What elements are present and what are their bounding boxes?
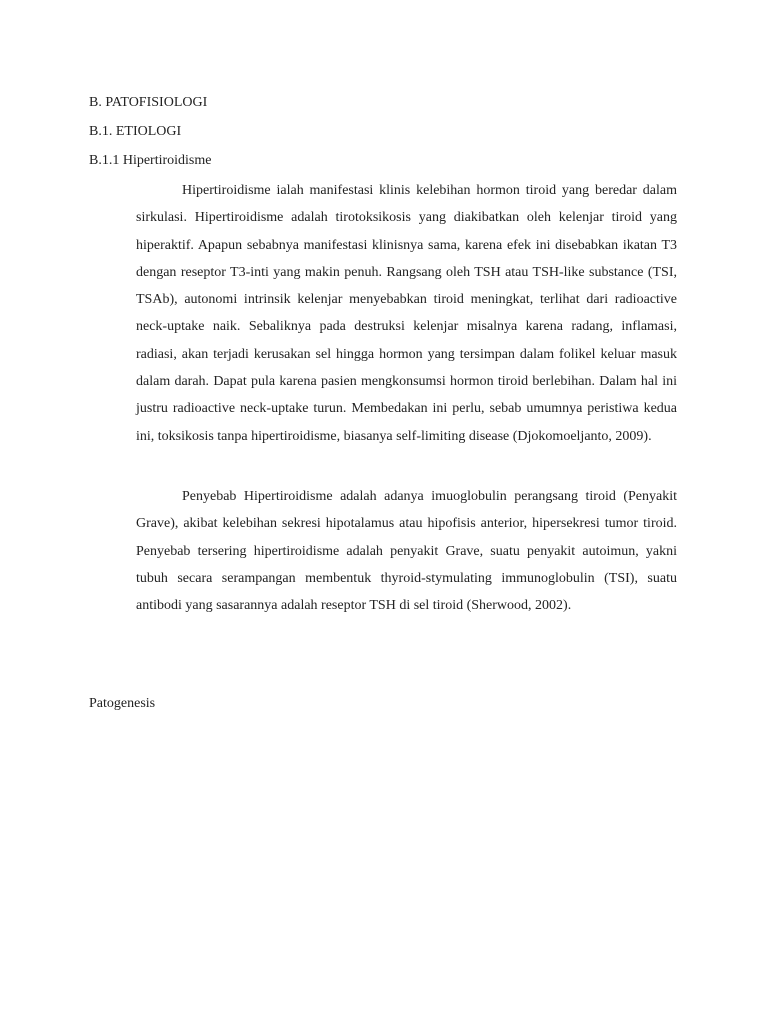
paragraph-hipertiroidisme-definition: Hipertiroidisme ialah manifestasi klinis kelebihan hormon tiroid yang beredar dalam sirkulasi. Hipertiroidisme adalah tirotoksikosis yang diakibatkan oleh kelenjar tiroid yang hiperaktif. Apapun sebabnya manifestasi klinisnya sama, karena efek ini disebabkan ikatan T3 dengan reseptor T3-inti yang makin penuh. Rangsang oleh TSH atau TSH-like substance (TSI, TSAb), autonomi intrinsik kelenjar menyebabkan tiroid meningkat, terlihat dari radioactive neck-uptake naik. Sebaliknya pada destruksi kelenjar misalnya karena radang, inflamasi, radiasi, akan terjadi kerusakan sel hingga hormon yang tersimpan dalam folikel keluar masuk dalam darah. Dapat pula karena pasien mengkonsumsi hormon tiroid berlebihan. Dalam hal ini justru radioactive neck-uptake turun. Membedakan ini perlu, sebab umumnya peristiwa kedua ini, toksikosis tanpa hipertiroidisme, biasanya self-limiting disease (Djokomoeljanto, 2009).	[136, 183, 677, 444]
paragraph-hipertiroidisme-causes: Penyebab Hipertiroidisme adalah adanya imuoglobulin perangsang tiroid (Penyakit Grave), akibat kelebihan sekresi hipotalamus atau hipofisis anterior, hipersekresi tumor tiroid. Penyebab tersering hipertiroidisme adalah penyakit Grave, suatu penyakit autoimun, yakni tubuh secara serampangan membentuk thyroid-stymulating immunoglobulin (TSI), suatu antibodi yang sasarannya adalah reseptor TSH di sel tiroid (Sherwood, 2002).	[136, 489, 677, 614]
section-heading-etiologi: B.1. ETIOLOGI	[89, 124, 182, 139]
section-heading-hipertiroidisme: B.1.1 Hipertiroidisme	[89, 153, 212, 168]
section-heading-patofisiologi: B. PATOFISIOLOGI	[89, 95, 208, 110]
section-heading-patogenesis: Patogenesis	[89, 696, 156, 711]
